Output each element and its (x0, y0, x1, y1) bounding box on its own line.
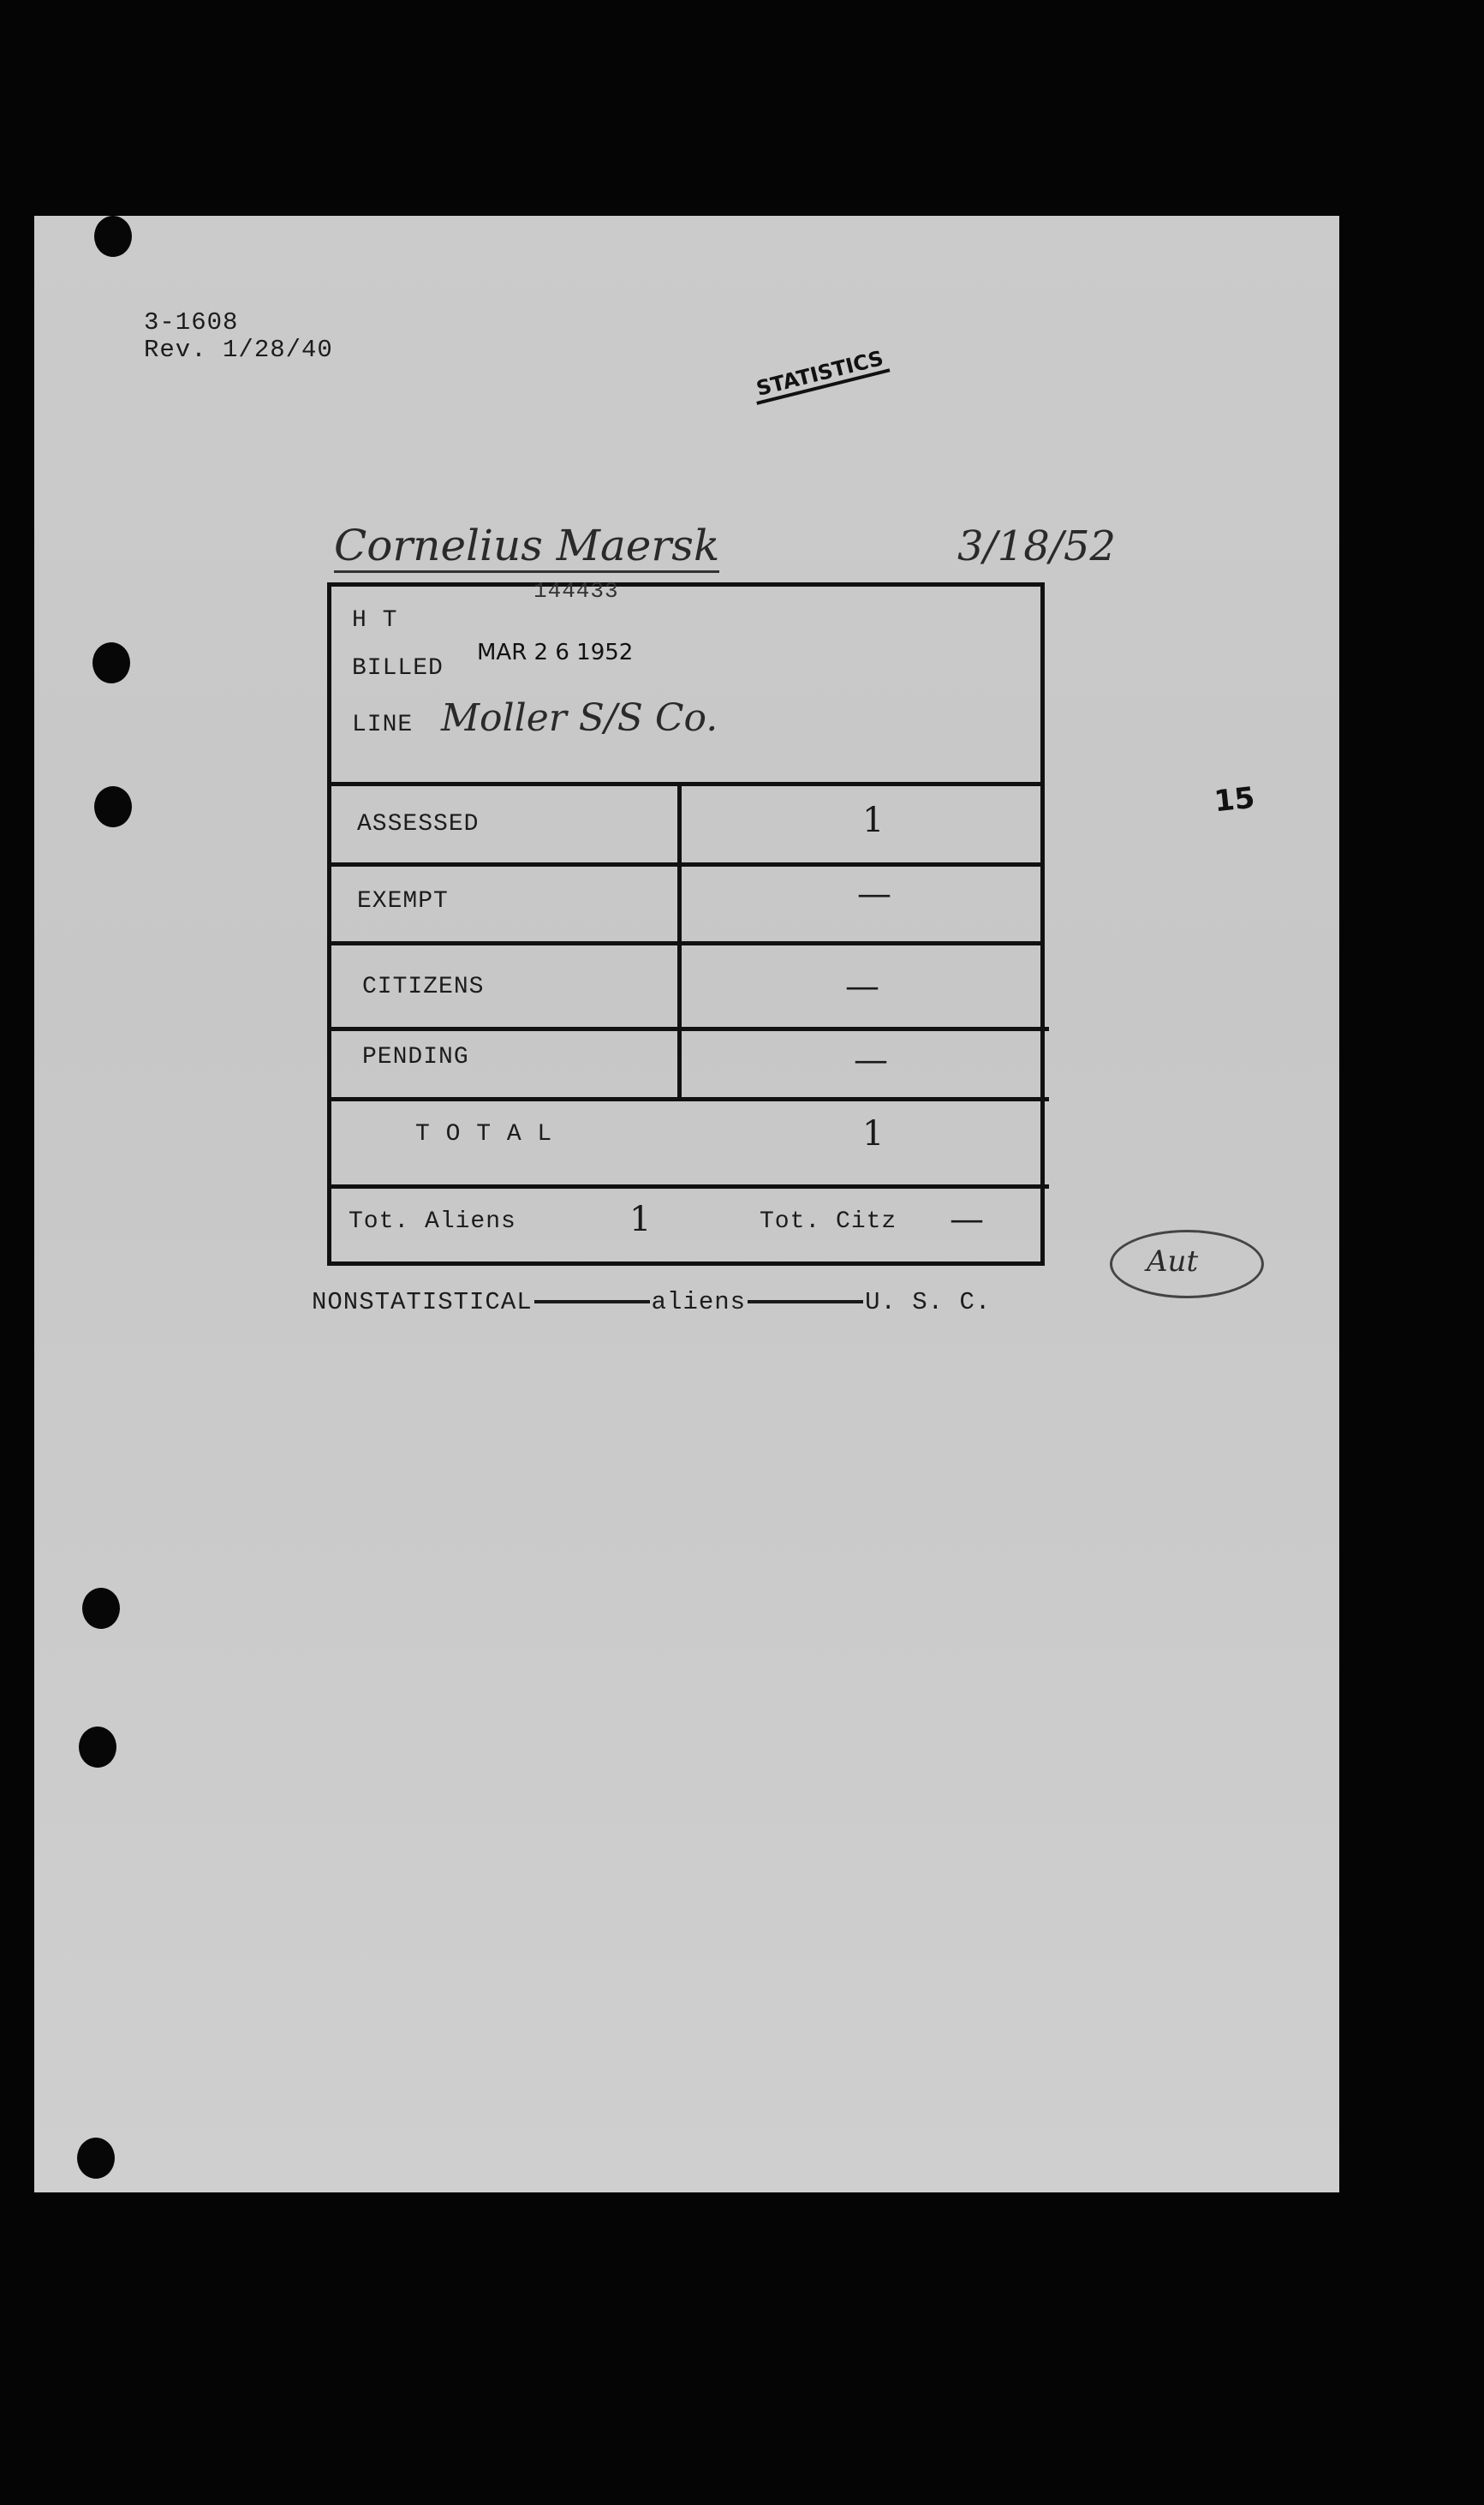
ship-name: Cornelius Maersk (334, 521, 719, 573)
billed-date-stamp: MAR 2 6 1952 (477, 640, 634, 665)
punch-hole (92, 642, 130, 683)
statistics-form-table (327, 578, 1045, 1266)
pending-value: — (854, 1041, 888, 1080)
page-number: 15 (1213, 780, 1257, 820)
punch-hole (94, 216, 132, 257)
line-value: Moller S/S Co. (441, 696, 718, 740)
form-revision: Rev. 1/28/40 (144, 336, 333, 364)
billed-label: BILLED (352, 655, 444, 682)
punch-hole (82, 1588, 120, 1629)
total-aliens-value: 1 (629, 1200, 652, 1239)
total-aliens-label: Tot. Aliens (349, 1208, 516, 1235)
nonstatistical-usc-label: U. S. C. (865, 1288, 992, 1316)
form-divider (331, 782, 1040, 786)
pending-label: PENDING (362, 1044, 469, 1071)
assessed-label: ASSESSED (357, 811, 480, 838)
exempt-value: — (857, 874, 891, 914)
form-divider (331, 941, 1040, 945)
document-sheet (34, 216, 1339, 2192)
form-divider (331, 1097, 1049, 1101)
column-divider (677, 782, 682, 1099)
total-citizens-value: — (950, 1200, 984, 1239)
statistics-stamp: STATISTICS (751, 345, 891, 405)
form-divider (331, 862, 1040, 867)
exempt-label: EXEMPT (357, 888, 449, 915)
blank-line (534, 1300, 650, 1303)
assessed-value: 1 (862, 801, 885, 840)
punch-hole (77, 2138, 115, 2179)
nonstatistical-label: NONSTATISTICAL (312, 1288, 533, 1316)
citizens-label: CITIZENS (362, 974, 485, 1000)
total-value: 1 (862, 1114, 885, 1154)
nonstatistical-line (312, 1288, 991, 1316)
line-label: LINE (352, 712, 414, 738)
total-citizens-label: Tot. Citz (760, 1208, 897, 1235)
handwritten-date: 3/18/52 (957, 522, 1117, 570)
form-number: 3-1608 (144, 308, 239, 337)
ht-label: H T (352, 607, 398, 634)
blank-line (748, 1300, 863, 1303)
initials-note: Aut (1110, 1230, 1264, 1298)
total-label: T O T A L (415, 1121, 553, 1148)
punch-hole (94, 786, 132, 827)
form-divider (331, 1184, 1049, 1189)
form-divider (331, 1027, 1049, 1031)
nonstatistical-aliens-label: aliens (651, 1288, 747, 1316)
record-number: 144433 (533, 578, 619, 604)
citizens-value: — (845, 967, 879, 1006)
punch-hole (79, 1727, 116, 1768)
